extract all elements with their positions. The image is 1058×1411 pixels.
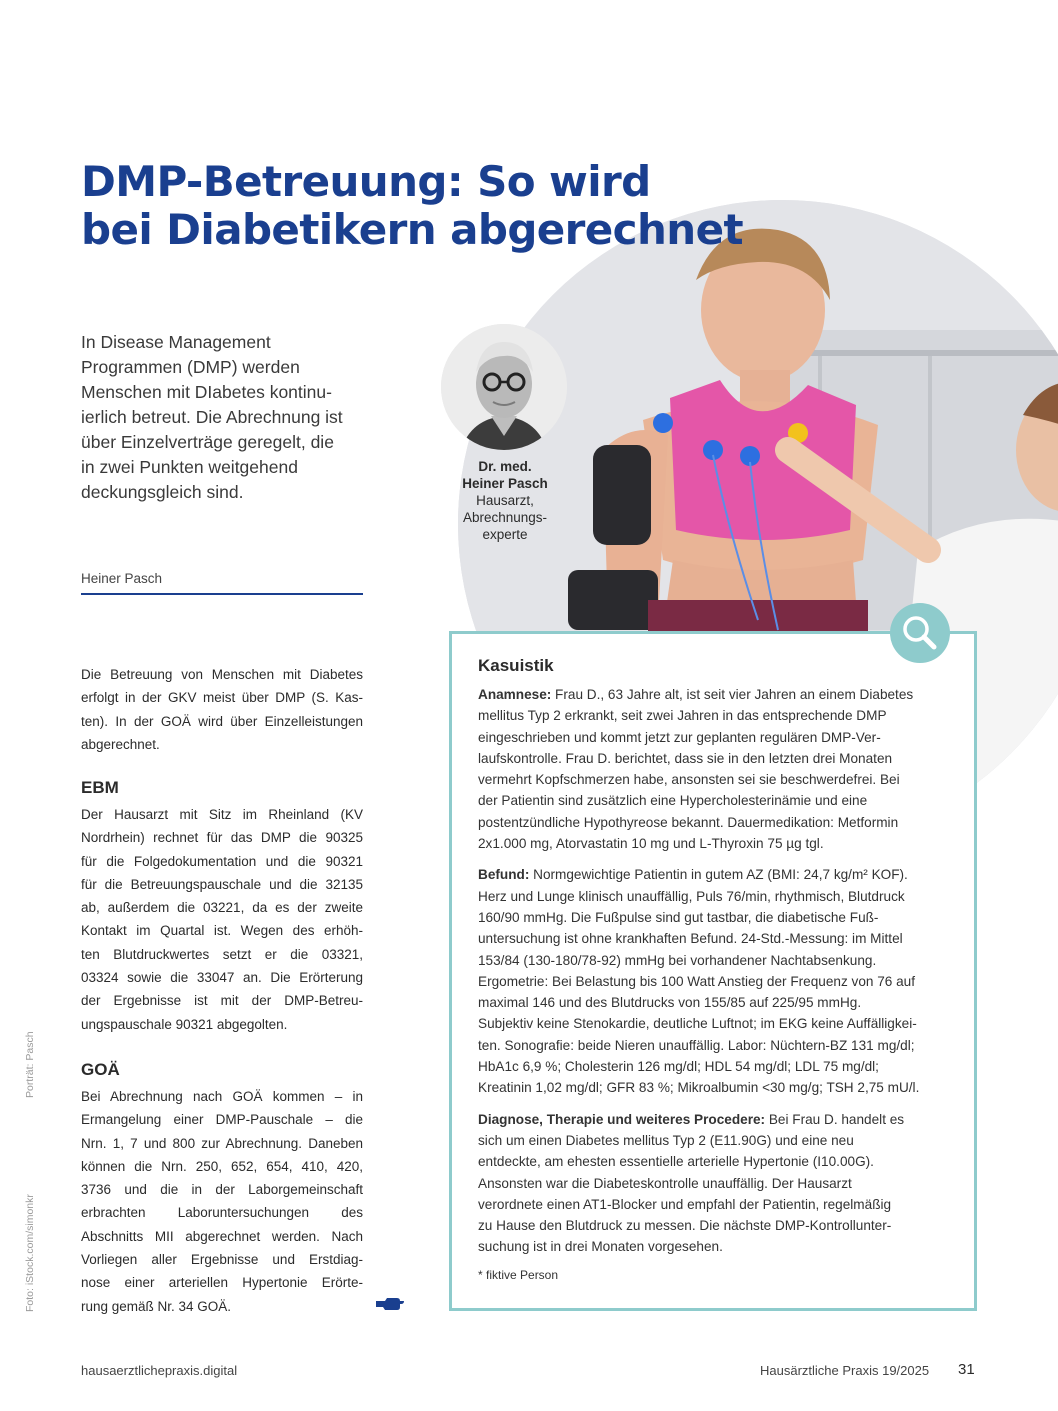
- ebm-line: Kontakt im Quartal ist. Wegen des erhöh-: [81, 923, 363, 939]
- case-line: Ansonsten war die Diabeteskontrolle unauffällig. Der Hausarzt: [478, 1175, 852, 1191]
- portrait-role-line: Abrechnungs-: [462, 510, 548, 525]
- case-line: eingeschrieben und kommt jetzt zur geplanten regulären DMP-Ver-: [478, 729, 881, 745]
- case-line: laufskontrolle. Frau D. berichtet, dass sie in den letzten drei Monaten: [478, 750, 893, 766]
- case-label: Anamnese:: [478, 687, 552, 702]
- goa-line: können die Nrn. 250, 652, 654, 410, 420,: [81, 1158, 363, 1174]
- case-line: Kreatinin 1,02 mg/dl; GFR 83 %; Mikroalbumin <30 mg/g; TSH 2,75 mU/l.: [478, 1080, 920, 1096]
- intro-line: abgerechnet.: [81, 736, 160, 752]
- case-text: Normgewichtige Patientin in gutem AZ (BMI: 24,7 kg/m² KOF).: [529, 867, 908, 883]
- search-badge: [890, 603, 950, 663]
- case-diagnose: [478, 1109, 948, 1258]
- intro-line: erfolgt in der GKV meist über DMP (S. Kas-: [81, 690, 363, 706]
- portrait-role-line: Hausarzt,: [476, 493, 534, 508]
- page-number: 31: [958, 1361, 975, 1378]
- pointing-hand-icon: [375, 1296, 405, 1312]
- goa-line: Nrn. 1, 7 und 800 zur Abrechnung. Daneben: [81, 1135, 363, 1151]
- portrait-caption: [440, 458, 570, 543]
- lead-line: Programmen (DMP) werden: [81, 357, 300, 377]
- case-label: Befund:: [478, 867, 530, 883]
- goa-line: nose einer arteriellen Hypertonie Erörte-: [81, 1275, 363, 1291]
- case-anamnese: [478, 684, 948, 854]
- case-line: suchung ist in drei Monaten vorgesehen.: [478, 1239, 723, 1255]
- ebm-heading: EBM: [81, 778, 119, 797]
- portrait-name-line: Dr. med.: [478, 459, 532, 474]
- goa-line: Abschnitts MII abgerechnet werden. Nach: [81, 1228, 363, 1244]
- case-line: zu Hause den Blutdruck zu messen. Die nächste DMP-Kontrollunter-: [478, 1218, 892, 1234]
- goa-line: Ermangelung einer DMP-Pauschale – die: [81, 1112, 363, 1128]
- portrait-name-line: Heiner Pasch: [462, 476, 548, 491]
- case-box: [449, 631, 977, 1311]
- ebm-line: Der Hausarzt mit Sitz im Rheinland (KV: [81, 807, 363, 822]
- intro-paragraph: [81, 663, 363, 756]
- goa-line: erbrachten Laboruntersuchungen des: [81, 1205, 363, 1221]
- goa-line: 3736 und die in der Laborgemeinschaft: [81, 1182, 363, 1198]
- ebm-line: ungspauschale 90321 abgegolten.: [81, 1016, 288, 1032]
- ebm-paragraph: [81, 803, 363, 1036]
- lead-line: ierlich betreut. Die Abrechnung ist: [81, 407, 343, 427]
- article-title: [81, 158, 761, 254]
- case-line: 160/90 mmHg. Die Fußpulse sind gut tastbar, die diabetische Fuß-: [478, 909, 879, 925]
- lead-paragraph: [81, 330, 371, 505]
- lead-line: In Disease Management: [81, 332, 271, 352]
- lead-line: in zwei Punkten weitgehend: [81, 457, 298, 477]
- case-text: Bei Frau D. handelt es: [765, 1111, 905, 1127]
- goa-paragraph: [81, 1085, 363, 1318]
- ebm-line: 03324 sowie die 33047 an. Die Erörterung: [81, 970, 363, 986]
- portrait-credit: Porträt: Pasch: [24, 1031, 36, 1098]
- intro-line: Die Betreuung von Menschen mit Diabetes: [81, 667, 363, 682]
- footer-issue: Hausärztliche Praxis 19/2025: [760, 1363, 930, 1378]
- case-befund: [478, 864, 948, 1098]
- case-line: maximal 146 und des Blutdrucks von 155/85 auf 225/95 mmHg.: [478, 995, 862, 1011]
- ebm-line: für die Folgedokumentation und die 90321: [81, 853, 363, 869]
- case-line: untersuchung ist ohne krankhaften Befund. 24-Std.-Messung: im Mittel: [478, 931, 903, 947]
- intro-line: ten). In der GOÄ wird über Einzelleistungen: [81, 713, 363, 729]
- case-line: entdeckte, am ehesten essentielle arterielle Hypertonie (I10.00G).: [478, 1154, 874, 1170]
- goa-line: Bei Abrechnung nach GOÄ kommen – in: [81, 1089, 363, 1104]
- photo-credit: Foto: iStock.com/simonkr: [24, 1194, 36, 1312]
- title-line-2: bei Diabetikern abgerechnet: [81, 205, 743, 254]
- author-portrait: [441, 324, 567, 450]
- case-line: der Patientin sind zusätzlich eine Hypercholesterinämie und eine: [478, 793, 868, 809]
- case-line: verordnete einen AT1-Blocker und empfahl der Patientin, regelmäßig: [478, 1196, 892, 1212]
- case-line: Herz und Lunge klinisch unauffällig, Puls 76/min, rhythmisch, Blutdruck: [478, 888, 905, 904]
- case-line: HbA1c 6,9 %; Cholesterin 126 mg/dl; HDL 54 mg/dl; LDL 75 mg/dl;: [478, 1059, 879, 1075]
- goa-line: Vorliegen aller Ergebnisse und Erstdiag-: [81, 1252, 363, 1268]
- ebm-line: der Ergebnisse ist mit der DMP-Betreu-: [81, 993, 363, 1009]
- goa-line: rung gemäß Nr. 34 GOÄ.: [81, 1298, 232, 1314]
- portrait-illustration: [441, 324, 567, 450]
- title-line-1: DMP-Betreuung: So wird: [81, 157, 651, 206]
- ebm-line: Nordrhein) rechnet für das DMP die 90325: [81, 830, 363, 846]
- case-footnote: * fiktive Person: [478, 1267, 559, 1282]
- case-line: sich um einen Diabetes mellitus Typ 2 (E11.90G) und eine neu: [478, 1132, 854, 1148]
- case-line: 2x1.000 mg, Atorvastatin 10 mg und L-Thyroxin 75 µg tgl.: [478, 836, 824, 852]
- case-label: Diagnose, Therapie und weiteres Procedere:: [478, 1111, 766, 1127]
- case-line: [478, 864, 948, 885]
- case-line: mellitus Typ 2 erkrankt, seit zwei Jahren in das entsprechende DMP: [478, 708, 887, 724]
- ebm-line: ab, außerdem die 03221, da es der zweite: [81, 900, 363, 916]
- goa-heading: GOÄ: [81, 1060, 120, 1079]
- portrait-role-line: experte: [482, 527, 528, 542]
- lead-line: über Einzelverträge geregelt, die: [81, 432, 334, 452]
- case-title: Kasuistik: [478, 656, 554, 675]
- lead-line: deckungsgleich sind.: [81, 482, 244, 502]
- ebm-line: für die Betreuungspauschale und die 32135: [81, 876, 363, 892]
- case-line: ten. Sonografie: beide Nieren unauffällig. Labor: Nüchtern-BZ 131 mg/dl;: [478, 1037, 915, 1053]
- case-line: Subjektiv keine Stenokardie, deutliche Luftnot; im EKG keine Auffälligkei-: [478, 1016, 917, 1032]
- case-line: vermehrt Kopfschmerzen habe, ansonsten sei sie beschwerdefrei. Bei: [478, 772, 900, 788]
- case-line: [478, 684, 948, 705]
- lead-line: Menschen mit DIabetes kontinu-: [81, 382, 332, 402]
- footer-site: hausaerztlichepraxis.digital: [81, 1363, 238, 1378]
- case-text: Frau D., 63 Jahre alt, ist seit vier Jahren an einem Diabetes: [551, 687, 914, 702]
- case-line: 153/84 (130-180/78-92) mmHg bei vorhandener Nachtabsenkung.: [478, 952, 877, 968]
- case-line: Ergometrie: Bei Belastung bis 100 Watt Anstieg der Frequenz von 76 auf: [478, 973, 916, 989]
- author-byline: Heiner Pasch: [81, 571, 363, 595]
- case-line: postentzündliche Hypothyreose bekannt. Dauermedikation: Metformin: [478, 814, 899, 830]
- ebm-line: ten Blutdruckwertes setzt er die 03321,: [81, 946, 363, 962]
- case-line: [478, 1109, 948, 1130]
- search-icon: [890, 603, 950, 663]
